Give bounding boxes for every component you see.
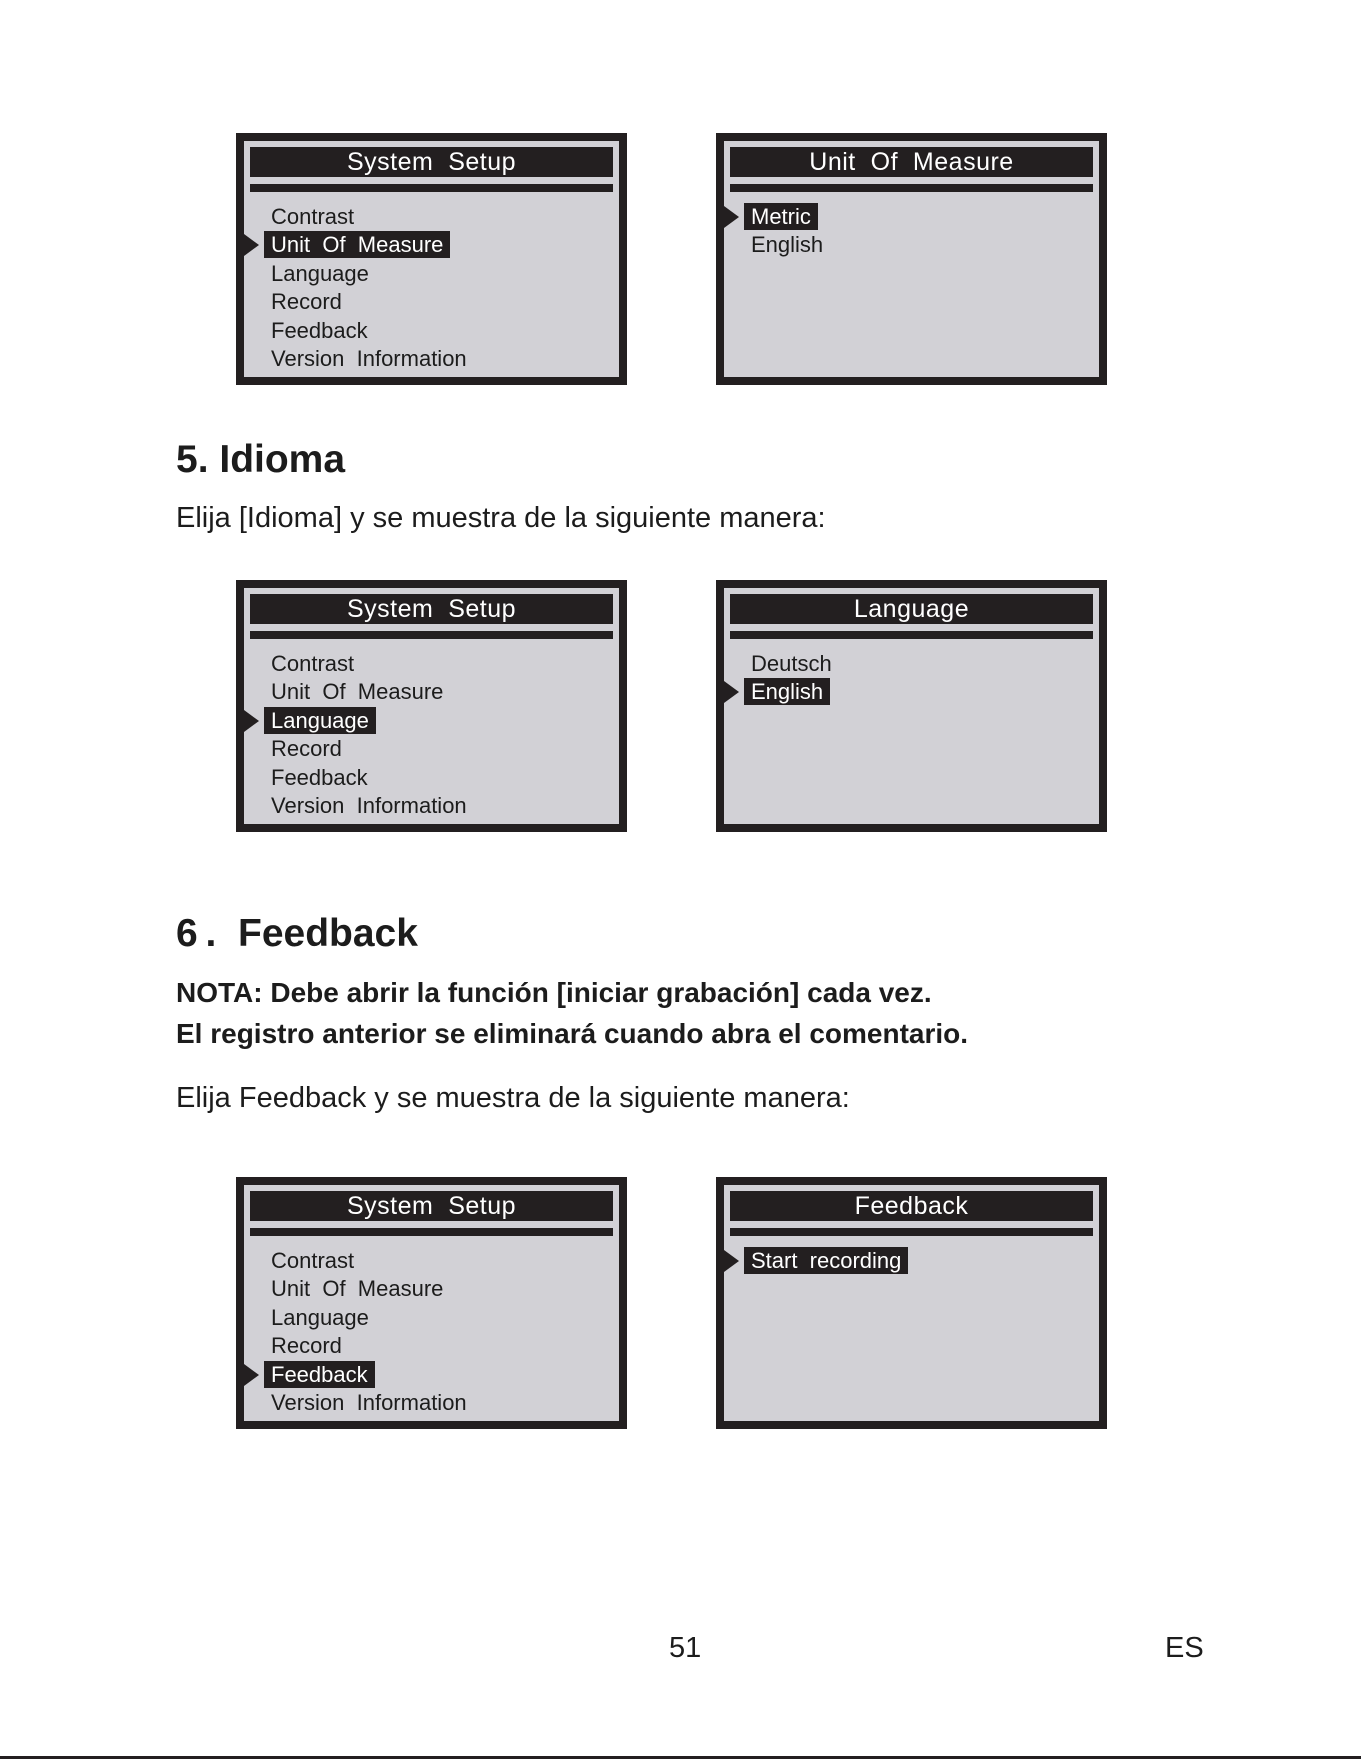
system-setup-screen-language [236, 580, 627, 832]
menu-item[interactable] [244, 650, 619, 678]
menu-item[interactable] [244, 678, 619, 706]
screen-display [724, 141, 1099, 377]
section-5-text: Elija [Idioma] y se muestra de la siguiente manera: [176, 502, 826, 534]
menu-item[interactable] [724, 650, 1099, 678]
section-6-text: Elija Feedback y se muestra de la siguiente manera: [176, 1082, 850, 1114]
screen-menu [244, 1247, 619, 1417]
system-setup-screen-unit [236, 133, 627, 385]
selection-pointer-icon [724, 681, 739, 703]
menu-item-label: Record [271, 1333, 342, 1359]
menu-item-label: Language [271, 260, 369, 286]
selection-pointer-icon [724, 1250, 739, 1272]
screen-divider [730, 631, 1093, 639]
system-setup-screen-feedback [236, 1177, 627, 1429]
menu-item[interactable] [244, 231, 619, 259]
menu-item-label: English [751, 232, 824, 258]
section-6-heading: 6 . Feedback [176, 912, 418, 955]
menu-item-label: Unit Of Measure [271, 1276, 444, 1302]
menu-item-label: Start recording [744, 1247, 908, 1274]
selection-pointer-icon [244, 710, 259, 732]
unit-of-measure-screen [716, 133, 1107, 385]
menu-item-label: Unit Of Measure [271, 679, 444, 705]
selection-pointer-icon [244, 234, 259, 256]
menu-item-label: Contrast [271, 1248, 355, 1273]
screen-title: System Setup [250, 1191, 613, 1221]
menu-item[interactable] [244, 1389, 619, 1417]
screen-title: Language [730, 594, 1093, 624]
screen-display [724, 1185, 1099, 1421]
bottom-border [0, 1756, 1361, 1759]
menu-item[interactable] [244, 1361, 619, 1389]
menu-item-label: Language [271, 1304, 369, 1330]
screen-menu [244, 650, 619, 820]
menu-item-label: Deutsch [751, 651, 832, 676]
screen-display [244, 588, 619, 824]
menu-item[interactable] [244, 1304, 619, 1332]
screen-menu [244, 203, 619, 373]
menu-item[interactable] [244, 345, 619, 373]
section-5-heading: 5. Idioma [176, 438, 346, 481]
note-line-2: El registro anterior se eliminará cuando abra el comentario. [176, 1018, 969, 1049]
menu-item-label: Feedback [271, 317, 368, 343]
screen-divider [250, 631, 613, 639]
menu-item-label: Contrast [271, 204, 355, 229]
menu-item-label: Version Information [271, 345, 467, 371]
screen-title: System Setup [250, 594, 613, 624]
menu-item[interactable] [244, 203, 619, 231]
menu-item-label: Language [264, 707, 376, 734]
menu-item[interactable] [244, 317, 619, 345]
menu-item-label: Feedback [264, 1361, 375, 1388]
screen-divider [250, 1228, 613, 1236]
selection-pointer-icon [724, 206, 739, 228]
screen-title: Feedback [730, 1191, 1093, 1221]
menu-item-label: Version Information [271, 792, 467, 818]
language-screen [716, 580, 1107, 832]
menu-item[interactable] [244, 764, 619, 792]
menu-item-label: Version Information [271, 1389, 467, 1415]
menu-item-label: Contrast [271, 651, 355, 676]
screen-menu [724, 650, 1099, 707]
menu-item[interactable] [724, 231, 1099, 259]
screen-menu [724, 203, 1099, 260]
menu-item[interactable] [244, 260, 619, 288]
menu-item[interactable] [244, 792, 619, 820]
feedback-screen [716, 1177, 1107, 1429]
menu-item[interactable] [244, 1275, 619, 1303]
language-code: ES [1165, 1632, 1204, 1664]
note-line-1: NOTA: Debe abrir la función [iniciar grabación] cada vez. [176, 977, 932, 1008]
menu-item-label: Record [271, 289, 342, 315]
screen-display [244, 141, 619, 377]
menu-item[interactable] [244, 707, 619, 735]
screen-divider [730, 1228, 1093, 1236]
page-number: 51 [669, 1632, 702, 1664]
selection-pointer-icon [244, 1364, 259, 1386]
menu-item-label: Record [271, 736, 342, 762]
menu-item-label: Unit Of Measure [264, 231, 450, 258]
menu-item[interactable] [724, 1247, 1099, 1275]
screen-display [724, 588, 1099, 824]
menu-item[interactable] [724, 203, 1099, 231]
menu-item[interactable] [244, 1247, 619, 1275]
menu-item[interactable] [244, 288, 619, 316]
screen-menu [724, 1247, 1099, 1275]
screen-title: System Setup [250, 147, 613, 177]
screen-title: Unit Of Measure [730, 147, 1093, 177]
menu-item[interactable] [244, 1332, 619, 1360]
menu-item-label: Metric [744, 203, 818, 230]
screen-divider [730, 184, 1093, 192]
menu-item-label: Feedback [271, 764, 368, 790]
screen-divider [250, 184, 613, 192]
menu-item-label: English [744, 678, 830, 705]
screen-display [244, 1185, 619, 1421]
menu-item[interactable] [244, 735, 619, 763]
menu-item[interactable] [724, 678, 1099, 706]
